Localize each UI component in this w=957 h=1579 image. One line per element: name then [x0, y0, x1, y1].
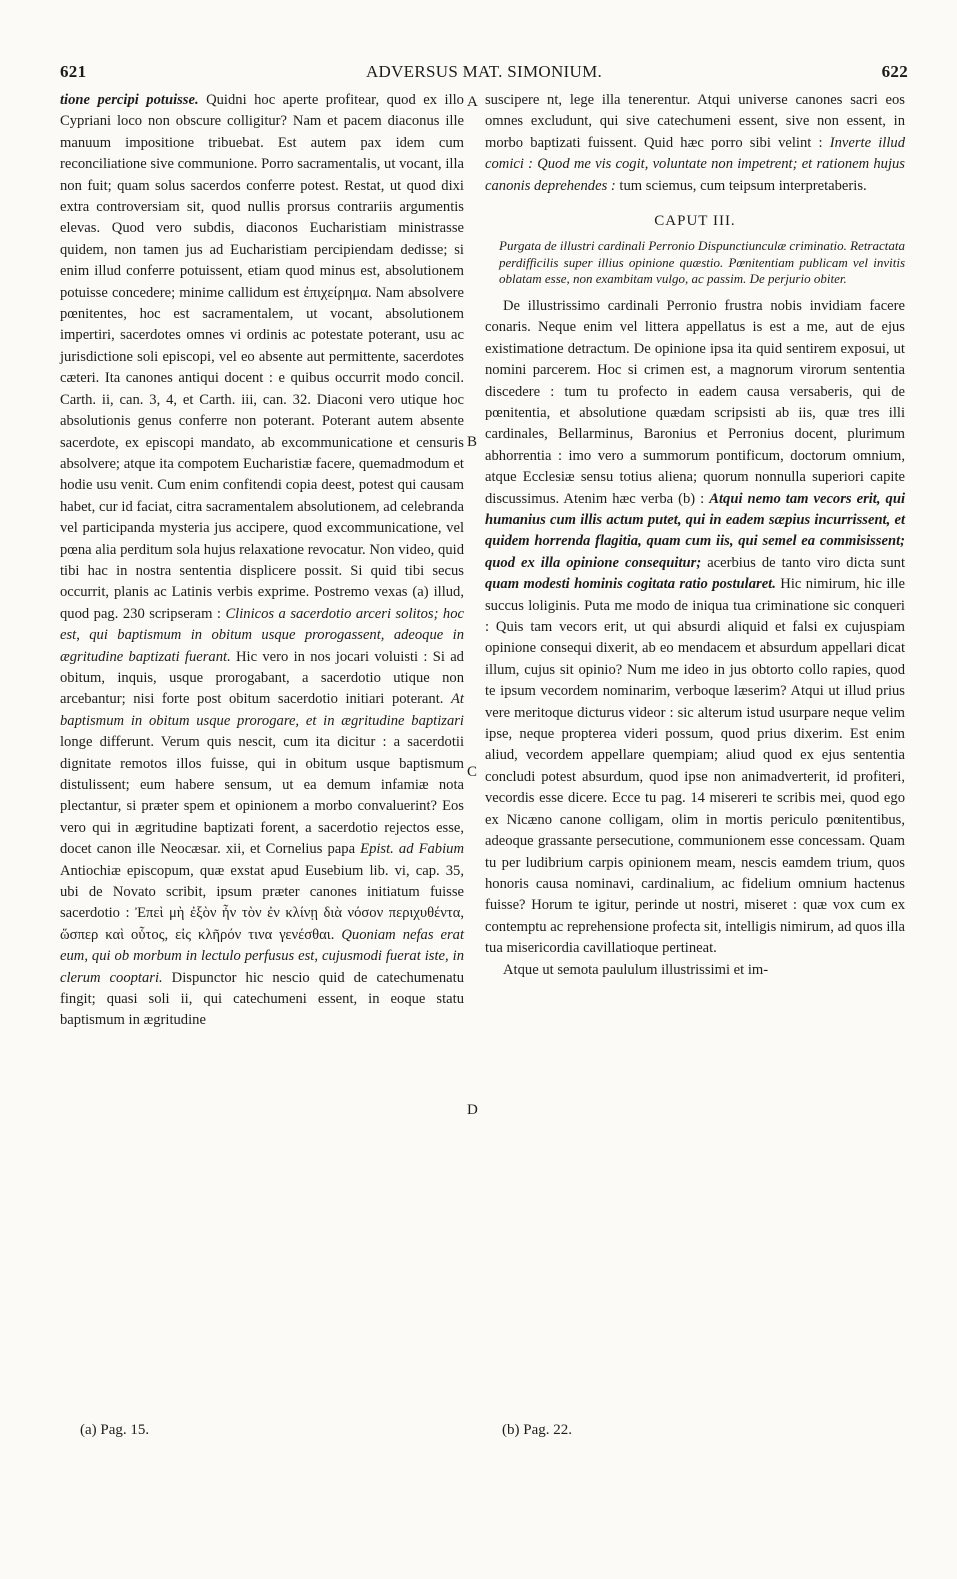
- margin-marker-c: C: [467, 764, 478, 780]
- right-paragraph: Atque ut semota paululum illustrissimi et im-: [503, 961, 769, 978]
- chapter-summary: Purgata de illustri cardinali Perronio Dispunctiunculæ criminatio. Retractata perdifficilis super illius opinione quæstio. Pœnitentiam publicam vel invitis oblatam esse, non exambitam vulgo, ac passim. De perjurio obiter.: [499, 238, 905, 287]
- left-column: [60, 90, 464, 1032]
- text-bold-italic: quam modesti hominis cogitata ratio postularet.: [485, 576, 776, 593]
- text-run: tum sciemus, cum teipsum interpretaberis.: [615, 177, 867, 194]
- right-paragraph: [485, 90, 905, 197]
- text-run: longe differunt. Verum quis nescit, cum ita dicitur : a sacerdotii dignitate remotos illos fuisse, qui in obitum usque baptismum distulissent; eum habere sensum, ut ea demum infamiæ nota plectantur, si præter spem et opinionem a morbo convaluerint? Eos vero qui in ægritudine baptizati forent, a sacerdotio rejectos esse, docet canon ille Neocæsar. xii, et Cornelius papa: [60, 734, 464, 858]
- text-run: Hic vero in nos jocari voluisti : Si ad obitum, inquis, usque prorogabant, a sacerdotio utique non arcebantur; nisi forte post obitum sacerdotio initiari poterant.: [60, 648, 464, 708]
- text-italic: Inverte illud comici : Quod me vis cogit, voluntate non impetrent; et rationem hujus canonis deprehendes :: [485, 134, 905, 194]
- text-run: Quidni hoc aperte profitear, quod ex illo Cypriani loco non obscure colligitur? Nam et pacem diaconus ille manuum impositione tribuebat. Est autem pax idem cum reconciliatione sive communione. Porro sacramentalis, ut vocant, illa non fuit; quam solus sacerdos conferre potest. Restat, ut quod dixi extra controversiam sit, quod nullis prorsus contrariis argumentis elevas. Quod vero subdis, diaconos Eucharistiam ministrasse quidem, non tamen jus ad Eucharistiam percipiendam dedisse; si enim illud conferre potuissent, etiam quod minus est, absolutionem potuisse concedere; minime callidum est ἐπιχείρημα. Nam absolvere pœnitentes, hoc est sacramentalem, ut vocant, absolutionem impertiri, sacerdotes omnes vi ordinis ac potestate poterant, usu ac jurisdictione soli episcopi, vel eo absente aut permittente, sacerdotes cæteri. Ita canones antiqui docent : e quibus occurrit modo concil. Carth. ii, can. 3, 4, et Carth. iii, can. 32. Diaconi vero utique hoc absolutionis genus conferre non poterant. Poterant autem absente sacerdote, ex episcopi mandato, ab excommunicatione et censuris absolvere; atque ita compotem Eucharistiæ facere, quemadmodum et hodie usu venit. Cum enim confitendi copia deest, potest qui causam habet, cur id faciat, citra sacramentalem absolutionem, ad celebranda vel participanda mysteria jus accipere, quod excommunicatione, vel pœna alia perditum sola hujus relaxatione revocatur. Non video, quid tibi hac in nostra sententia displicere possit. Si quid tibi secus occurrit, planis ac Latinis verbis exprime. Postremo vexas (a) illud, quod pag. 230 scripseram :: [60, 92, 464, 622]
- text-run: suscipere nt, lege illa tenerentur. Atqui universe canones sacri eos omnes excludunt, qui sive catechumeni essent, sive non essent, in morbo baptizati fuissent. Quid hæc porro sibi velint :: [485, 92, 905, 151]
- text-italic: Epist. ad Fabium: [360, 841, 464, 858]
- margin-marker-d: D: [467, 1102, 478, 1118]
- right-column: [485, 90, 905, 981]
- text-italic: At baptismum in obitum usque prorogare, et in ægritudine baptizari: [60, 691, 464, 729]
- text-italic: Quoniam nefas erat eum, qui ob morbum in lectulo perfusus est, cujusmodi fuerat iste, in clerum cooptari.: [60, 926, 464, 986]
- margin-marker-b: B: [467, 434, 478, 450]
- page-number-right: 622: [881, 62, 908, 81]
- chapter-heading: CAPUT III.: [654, 213, 736, 230]
- text-bold-italic: Atqui nemo tam vecors erit, qui humanius cum illis actum putet, qui in eadem sæpius incurrissent, et quidem horrenda flagitia, quam cum iis, qui semel ea commisissent; quod ex illa opinione consequitur;: [485, 490, 905, 571]
- text-run: De illustrissimo cardinali Perronio frustra nobis invidiam facere conaris. Neque enim vel littera appellatus is est a me, aut de ejus existimatione detractum. De opinione ipsa ita quid sentirem exposui, ut nomini parcerem. Hoc si crimen est, a magnorum virorum sententia discedere : tum tu profecto in eadem causa versaberis, qui de pœnitentia, et absolutione quædam scripsisti ab iis, quæ tres illi cardinales, Bellarminus, Baronius et Perronius docent, plurimum abhorrentia : imo vero a summorum pontificum, doctorum omnium, atque Ecclesiæ sensu totius aliena; quorum nonnulla superiori capite discussimus. Atenim hæc verba (b) :: [485, 297, 905, 507]
- page-number-left: 621: [60, 62, 87, 81]
- text-run: Antiochiæ episcopum, quæ exstat apud Eusebium lib. vi, cap. 35, ubi de Novato scribit, ipsum præter canones initiatum fuisse sacerdotio : Ἐπεὶ μὴ ἐξὸν ἦν τὸν ἐν κλίνῃ διὰ νόσον περιχυθέντα, ὥσπερ καὶ οὗτος, εἰς κλῆρόν τινα γενέσθαι.: [60, 862, 464, 943]
- text-run: acerbius de tanto viro dicta sunt: [701, 554, 905, 571]
- text-run: Dispunctor hic nescio quid de catechumenatu fingit; quasi soli ii, qui catechumeni essent, in eoque statu baptismum in ægritudine: [60, 969, 464, 1029]
- right-paragraph: [485, 296, 905, 960]
- margin-marker-a: A: [467, 94, 478, 110]
- footnote-left: (a) Pag. 15.: [80, 1422, 150, 1438]
- footnote-right: (b) Pag. 22.: [502, 1422, 572, 1438]
- running-title: ADVERSUS MAT. SIMONIUM.: [365, 62, 603, 81]
- left-paragraph: [60, 90, 464, 1032]
- text-italic: Clinicos a sacerdotio arceri solitos; hoc est, qui baptismum in obitum usque prorogassent, adeoque in ægritudine baptizati fuerant.: [60, 605, 464, 665]
- running-header: [60, 62, 908, 86]
- text-run: Hic nimirum, hic ille succus loliginis. Puta me modo de iniqua tua criminatione sic conqueri : Quis tam vecors erit, ut qui absurdi aliquid et falsi ex cujuspiam opinione consequi dixerit, ab eo mendacem et absurdum appellari dicat illum, cujus sit opinio? Num me ideo in jus obtorto collo rapies, quod te ipsum vecordem nominarim, verboque læserim? Atqui ut illud prius vere meritoque dicturus videor : sic alterum istud usurpare neque velim ipse, neque propterea videri possum, quod prius dixerim. Est enim aliud, vecordem appellare quempiam; aliud quod ex ejus sententia concludi potest absurdum, quod ipse non animadverterit, id profiteri, vecordis esse dicere. Ecce tu pag. 14 misereri te scribis mei, quod ego ex Nicæno canone colligam, olim in mortis periculo pœnitentibus, adeoque grassante persecutione, communionem esse concessam. Quam tu per ludibrium carpis opinionem meam, nescis eamdem trium, quos honoris causa nominavi, cardinalium, ac fidelium omnium hactenus fuisse? Horum te igitur, perinde ut nostri, miseret : quæ vox cum ex contemptu ac reprehensione profecta sit, intelligis nimirum, ad quos illa tua misericordia cavillatioque pertineat.: [485, 576, 905, 957]
- text-italic: tione percipi potuisse.: [60, 92, 199, 108]
